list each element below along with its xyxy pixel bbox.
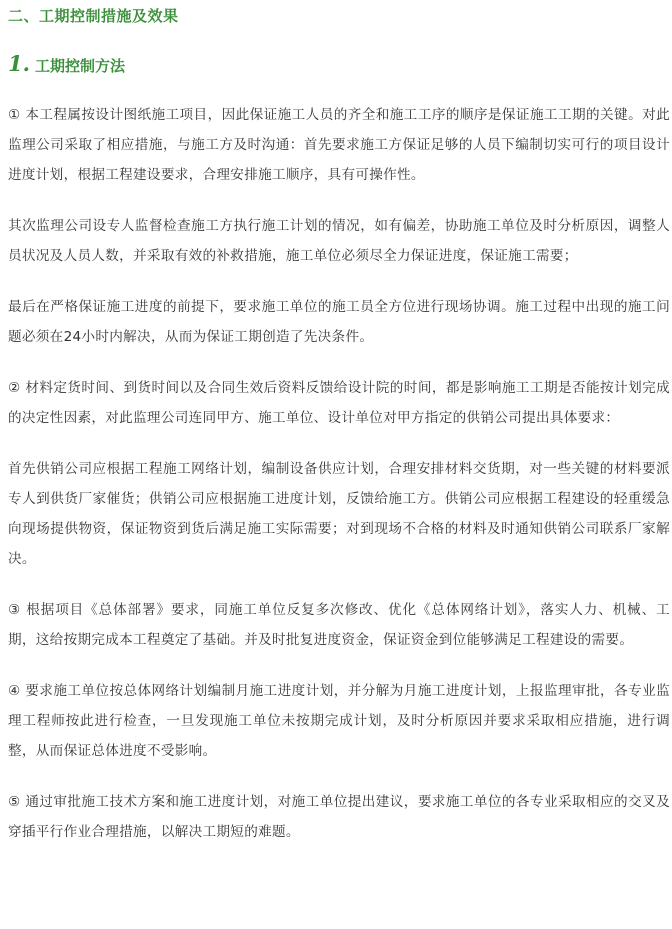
paragraph-item-1-final-steps: 最后在严格保证施工进度的前提下，要求施工单位的施工员全方位进行现场协调。施工过程中出现的施工问题必须在24小时内解决，从而为保证工期创造了先决条件。 [8, 299, 670, 345]
paragraph-item-4: ④ 要求施工单位按总体网络计划编制月施工进度计划，并分解为月施工进度计划，上报监理审批，各专业监理工程师按此进行检查，一旦发现施工单位未按期完成计划，及时分析原因并要求采取相应措施，进行调整，从而保证总体进度不受影响。 [8, 683, 670, 759]
subsection-title: 工期控制方法 [34, 57, 125, 75]
subsection-number: 1. [8, 51, 30, 76]
paragraph-item-2: ② 材料定货时间、到货时间以及合同生效后资料反馈给设计院的时间，都是影响施工工期是否能按计划完成的决定性因素，对此监理公司连同甲方、施工单位、设计单位对甲方指定的供销公司提出具体要求： [8, 380, 670, 426]
paragraph-item-1-next-steps: 其次监理公司设专人监督检查施工方执行施工计划的情况，如有偏差，协助施工单位及时分析原因，调整人员状况及人员人数，并采取有效的补救措施，施工单位必须尽全力保证进度，保证施工需要； [8, 218, 670, 264]
paragraph-item-5: ⑤ 通过审批施工技术方案和施工进度计划，对施工单位提出建议，要求施工单位的各专业采取相应的交叉及穿插平行作业合理措施，以解决工期短的难题。 [8, 794, 670, 840]
paragraph-item-2-supplier: 首先供销公司应根据工程施工网络计划，编制设备供应计划，合理安排材料交货期，对一些关键的材料要派专人到供货厂家催货；供销公司应根据施工进度计划，反馈给施工方。供销公司应根据工程建设的轻重缓急向现场提供物资，保证物资到货后满足施工实际需要；对到现场不合格的材料及时通知供销公司联系厂家解决。 [8, 461, 670, 567]
subsection-heading [8, 50, 670, 78]
paragraph-item-3: ③ 根据项目《总体部署》要求，同施工单位反复多次修改、优化《总体网络计划》，落实人力、机械、工期，这给按期完成本工程奠定了基础。并及时批复进度资金，保证资金到位能够满足工程建设的需要。 [8, 602, 670, 648]
section-title: 二、工期控制措施及效果 [8, 7, 179, 25]
paragraph-item-1: ① 本工程属按设计图纸施工项目，因此保证施工人员的齐全和施工工序的顺序是保证施工工期的关键。对此监理公司采取了相应措施，与施工方及时沟通：首先要求施工方保证足够的人员下编制切实可行的项目设计进度计划，根据工程建设要求，合理安排施工顺序，具有可操作性。 [8, 107, 670, 183]
